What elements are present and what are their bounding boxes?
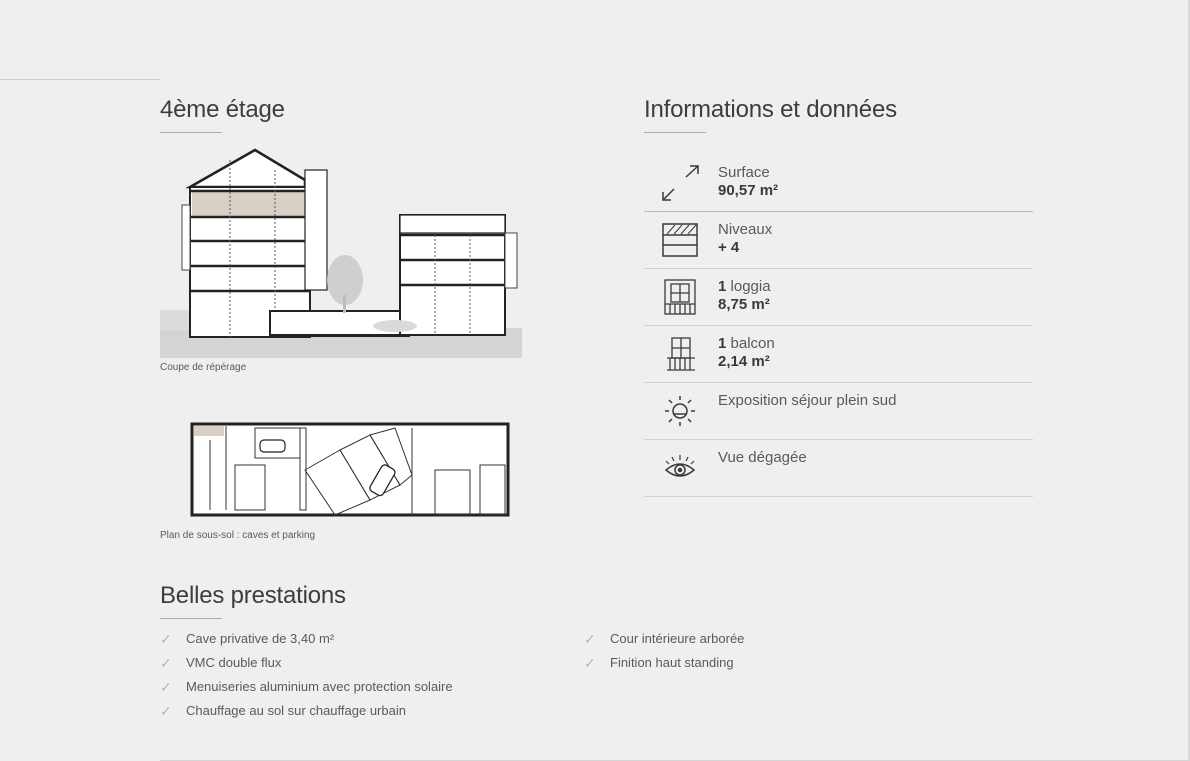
loggia-text bbox=[718, 278, 771, 314]
perk-label: Menuiseries aluminium avec protection solaire bbox=[186, 679, 453, 694]
perk-item bbox=[160, 654, 453, 678]
check-icon: ✓ bbox=[160, 703, 172, 719]
perk-label: Cave privative de 3,40 m² bbox=[186, 631, 335, 646]
building-section-drawing bbox=[160, 145, 522, 360]
surface-value: 90,57 m² bbox=[718, 182, 779, 199]
check-icon: ✓ bbox=[584, 631, 596, 647]
info-title: Informations et données bbox=[644, 96, 897, 123]
eye-icon bbox=[658, 446, 702, 490]
balcony-value: 2,14 m² bbox=[718, 353, 770, 370]
perks-right-list bbox=[584, 630, 744, 678]
loggia-value: 8,75 m² bbox=[718, 296, 770, 313]
loggia-label: loggia bbox=[730, 278, 771, 295]
check-icon: ✓ bbox=[160, 655, 172, 671]
info-row-loggia bbox=[644, 269, 1033, 326]
basement-caption: Plan de sous-sol : caves et parking bbox=[160, 530, 316, 541]
perk-label: Chauffage au sol sur chauffage urbain bbox=[186, 703, 406, 718]
loggia-icon bbox=[658, 275, 702, 319]
balcony-count: 1 bbox=[718, 335, 727, 352]
check-icon: ✓ bbox=[584, 655, 596, 671]
perk-label: Finition haut standing bbox=[610, 655, 734, 670]
balcony-text bbox=[718, 335, 775, 371]
perks-left-list bbox=[160, 630, 453, 726]
info-row-surface bbox=[644, 155, 1033, 212]
exposition-label: Exposition séjour plein sud bbox=[718, 392, 897, 409]
perk-item bbox=[584, 630, 744, 654]
info-row-exposition bbox=[644, 383, 1033, 440]
info-row-view bbox=[644, 440, 1033, 497]
levels-value: + 4 bbox=[718, 239, 740, 256]
perks-title-underline bbox=[160, 618, 222, 619]
loggia-count: 1 bbox=[718, 278, 727, 295]
floor-title-underline bbox=[160, 132, 222, 133]
balcony-icon bbox=[658, 332, 702, 376]
info-title-underline bbox=[644, 132, 706, 133]
info-row-balcony bbox=[644, 326, 1033, 383]
perk-label: Cour intérieure arborée bbox=[610, 631, 745, 646]
info-row-levels bbox=[644, 212, 1033, 269]
floor-title: 4ème étage bbox=[160, 96, 285, 123]
perk-item bbox=[160, 702, 453, 726]
check-icon: ✓ bbox=[160, 631, 172, 647]
perks-title: Belles prestations bbox=[160, 582, 346, 609]
surface-text bbox=[718, 164, 778, 200]
info-list bbox=[644, 155, 1033, 497]
view-label: Vue dégagée bbox=[718, 449, 807, 466]
levels-icon bbox=[658, 218, 702, 262]
basement-plan-drawing bbox=[190, 420, 512, 520]
surface-arrows-icon bbox=[658, 161, 702, 205]
levels-text bbox=[718, 221, 772, 257]
section-caption: Coupe de répérage bbox=[160, 362, 247, 373]
perk-item bbox=[160, 630, 453, 654]
sun-icon bbox=[658, 389, 702, 433]
perk-item bbox=[584, 654, 744, 678]
check-icon: ✓ bbox=[160, 679, 172, 695]
surface-label: Surface bbox=[718, 164, 770, 181]
perk-label: VMC double flux bbox=[186, 655, 282, 670]
levels-label: Niveaux bbox=[718, 221, 773, 238]
balcony-label: balcon bbox=[730, 335, 775, 352]
top-rule bbox=[0, 79, 160, 80]
perk-item bbox=[160, 678, 453, 702]
